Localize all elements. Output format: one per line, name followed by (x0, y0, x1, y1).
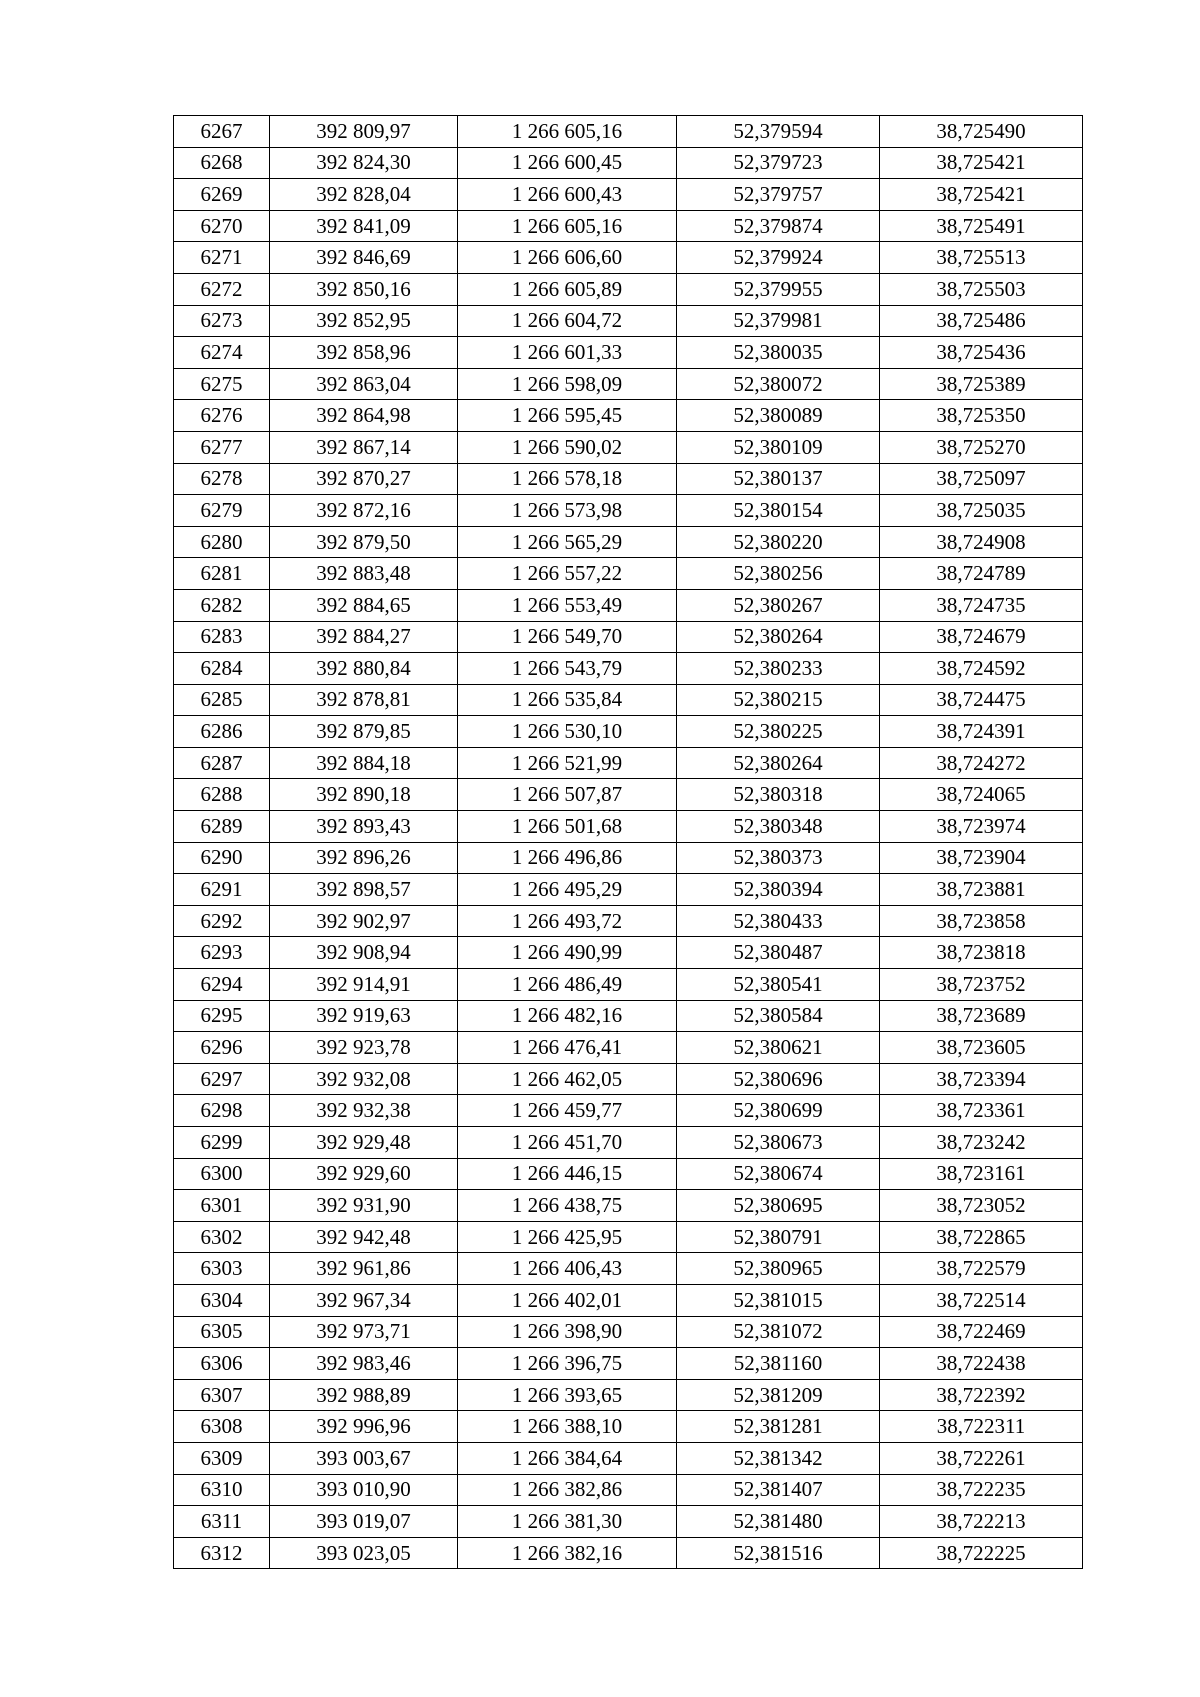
latitude-cell: 52,381015 (677, 1284, 880, 1316)
latitude-cell: 52,380673 (677, 1127, 880, 1159)
y-coordinate-cell: 1 266 549,70 (458, 621, 677, 653)
longitude-cell: 38,724735 (880, 589, 1083, 621)
table-row (174, 1253, 1083, 1285)
point-number-cell: 6284 (174, 653, 270, 685)
latitude-cell: 52,380089 (677, 400, 880, 432)
longitude-cell: 38,725389 (880, 368, 1083, 400)
point-number-cell: 6286 (174, 716, 270, 748)
latitude-cell: 52,380487 (677, 937, 880, 969)
longitude-cell: 38,722213 (880, 1506, 1083, 1538)
y-coordinate-cell: 1 266 553,49 (458, 589, 677, 621)
point-number-cell: 6304 (174, 1284, 270, 1316)
latitude-cell: 52,381480 (677, 1506, 880, 1538)
x-coordinate-cell: 392 961,86 (270, 1253, 458, 1285)
latitude-cell: 52,380674 (677, 1158, 880, 1190)
latitude-cell: 52,380264 (677, 621, 880, 653)
longitude-cell: 38,725490 (880, 116, 1083, 148)
point-number-cell: 6269 (174, 179, 270, 211)
latitude-cell: 52,380541 (677, 969, 880, 1001)
table-row (174, 1000, 1083, 1032)
table-row (174, 1379, 1083, 1411)
y-coordinate-cell: 1 266 482,16 (458, 1000, 677, 1032)
latitude-cell: 52,380584 (677, 1000, 880, 1032)
x-coordinate-cell: 393 019,07 (270, 1506, 458, 1538)
x-coordinate-cell: 392 896,26 (270, 842, 458, 874)
longitude-cell: 38,724679 (880, 621, 1083, 653)
longitude-cell: 38,723605 (880, 1032, 1083, 1064)
latitude-cell: 52,380035 (677, 337, 880, 369)
y-coordinate-cell: 1 266 507,87 (458, 779, 677, 811)
latitude-cell: 52,379594 (677, 116, 880, 148)
x-coordinate-cell: 392 884,27 (270, 621, 458, 653)
table-row (174, 305, 1083, 337)
table-row (174, 337, 1083, 369)
x-coordinate-cell: 392 890,18 (270, 779, 458, 811)
x-coordinate-cell: 392 828,04 (270, 179, 458, 211)
x-coordinate-cell: 392 863,04 (270, 368, 458, 400)
point-number-cell: 6296 (174, 1032, 270, 1064)
x-coordinate-cell: 392 908,94 (270, 937, 458, 969)
longitude-cell: 38,723858 (880, 905, 1083, 937)
x-coordinate-cell: 392 867,14 (270, 431, 458, 463)
point-number-cell: 6305 (174, 1316, 270, 1348)
table-row (174, 273, 1083, 305)
x-coordinate-cell: 392 923,78 (270, 1032, 458, 1064)
latitude-cell: 52,380348 (677, 811, 880, 843)
latitude-cell: 52,380256 (677, 558, 880, 590)
x-coordinate-cell: 392 929,48 (270, 1127, 458, 1159)
point-number-cell: 6278 (174, 463, 270, 495)
point-number-cell: 6288 (174, 779, 270, 811)
longitude-cell: 38,725491 (880, 210, 1083, 242)
point-number-cell: 6275 (174, 368, 270, 400)
point-number-cell: 6290 (174, 842, 270, 874)
y-coordinate-cell: 1 266 486,49 (458, 969, 677, 1001)
latitude-cell: 52,380318 (677, 779, 880, 811)
y-coordinate-cell: 1 266 490,99 (458, 937, 677, 969)
x-coordinate-cell: 392 880,84 (270, 653, 458, 685)
y-coordinate-cell: 1 266 543,79 (458, 653, 677, 685)
table-row (174, 1221, 1083, 1253)
longitude-cell: 38,725486 (880, 305, 1083, 337)
table-row (174, 1316, 1083, 1348)
x-coordinate-cell: 392 846,69 (270, 242, 458, 274)
longitude-cell: 38,724592 (880, 653, 1083, 685)
longitude-cell: 38,723161 (880, 1158, 1083, 1190)
latitude-cell: 52,381072 (677, 1316, 880, 1348)
x-coordinate-cell: 392 988,89 (270, 1379, 458, 1411)
table-row (174, 1032, 1083, 1064)
x-coordinate-cell: 392 929,60 (270, 1158, 458, 1190)
y-coordinate-cell: 1 266 600,45 (458, 147, 677, 179)
table-row (174, 463, 1083, 495)
longitude-cell: 38,724272 (880, 747, 1083, 779)
longitude-cell: 38,722469 (880, 1316, 1083, 1348)
x-coordinate-cell: 392 932,38 (270, 1095, 458, 1127)
table-row (174, 874, 1083, 906)
latitude-cell: 52,381516 (677, 1537, 880, 1569)
table-row (174, 1411, 1083, 1443)
y-coordinate-cell: 1 266 398,90 (458, 1316, 677, 1348)
latitude-cell: 52,381160 (677, 1348, 880, 1380)
y-coordinate-cell: 1 266 565,29 (458, 526, 677, 558)
point-number-cell: 6293 (174, 937, 270, 969)
latitude-cell: 52,381209 (677, 1379, 880, 1411)
point-number-cell: 6289 (174, 811, 270, 843)
longitude-cell: 38,725436 (880, 337, 1083, 369)
point-number-cell: 6287 (174, 747, 270, 779)
x-coordinate-cell: 392 914,91 (270, 969, 458, 1001)
point-number-cell: 6279 (174, 495, 270, 527)
latitude-cell: 52,379874 (677, 210, 880, 242)
x-coordinate-cell: 392 879,50 (270, 526, 458, 558)
longitude-cell: 38,722392 (880, 1379, 1083, 1411)
longitude-cell: 38,725503 (880, 273, 1083, 305)
x-coordinate-cell: 392 898,57 (270, 874, 458, 906)
x-coordinate-cell: 392 884,65 (270, 589, 458, 621)
table-row (174, 716, 1083, 748)
y-coordinate-cell: 1 266 573,98 (458, 495, 677, 527)
y-coordinate-cell: 1 266 459,77 (458, 1095, 677, 1127)
longitude-cell: 38,722261 (880, 1442, 1083, 1474)
longitude-cell: 38,723881 (880, 874, 1083, 906)
latitude-cell: 52,380154 (677, 495, 880, 527)
point-number-cell: 6281 (174, 558, 270, 590)
point-number-cell: 6310 (174, 1474, 270, 1506)
x-coordinate-cell: 392 996,96 (270, 1411, 458, 1443)
y-coordinate-cell: 1 266 382,16 (458, 1537, 677, 1569)
table-row (174, 589, 1083, 621)
point-number-cell: 6270 (174, 210, 270, 242)
y-coordinate-cell: 1 266 535,84 (458, 684, 677, 716)
point-number-cell: 6267 (174, 116, 270, 148)
point-number-cell: 6303 (174, 1253, 270, 1285)
table-row (174, 937, 1083, 969)
point-number-cell: 6299 (174, 1127, 270, 1159)
point-number-cell: 6292 (174, 905, 270, 937)
y-coordinate-cell: 1 266 521,99 (458, 747, 677, 779)
longitude-cell: 38,725513 (880, 242, 1083, 274)
table-row (174, 147, 1083, 179)
x-coordinate-cell: 392 931,90 (270, 1190, 458, 1222)
latitude-cell: 52,381342 (677, 1442, 880, 1474)
table-row (174, 621, 1083, 653)
table-row (174, 1442, 1083, 1474)
point-number-cell: 6285 (174, 684, 270, 716)
point-number-cell: 6295 (174, 1000, 270, 1032)
y-coordinate-cell: 1 266 606,60 (458, 242, 677, 274)
coordinates-table (173, 115, 1083, 1569)
y-coordinate-cell: 1 266 578,18 (458, 463, 677, 495)
point-number-cell: 6272 (174, 273, 270, 305)
x-coordinate-cell: 392 902,97 (270, 905, 458, 937)
y-coordinate-cell: 1 266 595,45 (458, 400, 677, 432)
longitude-cell: 38,722235 (880, 1474, 1083, 1506)
point-number-cell: 6276 (174, 400, 270, 432)
point-number-cell: 6302 (174, 1221, 270, 1253)
longitude-cell: 38,724065 (880, 779, 1083, 811)
latitude-cell: 52,380696 (677, 1063, 880, 1095)
x-coordinate-cell: 392 893,43 (270, 811, 458, 843)
point-number-cell: 6300 (174, 1158, 270, 1190)
point-number-cell: 6271 (174, 242, 270, 274)
y-coordinate-cell: 1 266 493,72 (458, 905, 677, 937)
y-coordinate-cell: 1 266 381,30 (458, 1506, 677, 1538)
latitude-cell: 52,380072 (677, 368, 880, 400)
longitude-cell: 38,722225 (880, 1537, 1083, 1569)
y-coordinate-cell: 1 266 601,33 (458, 337, 677, 369)
y-coordinate-cell: 1 266 476,41 (458, 1032, 677, 1064)
x-coordinate-cell: 392 942,48 (270, 1221, 458, 1253)
table-row (174, 1063, 1083, 1095)
point-number-cell: 6280 (174, 526, 270, 558)
x-coordinate-cell: 392 967,34 (270, 1284, 458, 1316)
table-row (174, 905, 1083, 937)
latitude-cell: 52,380699 (677, 1095, 880, 1127)
x-coordinate-cell: 392 983,46 (270, 1348, 458, 1380)
latitude-cell: 52,380233 (677, 653, 880, 685)
x-coordinate-cell: 392 858,96 (270, 337, 458, 369)
point-number-cell: 6301 (174, 1190, 270, 1222)
longitude-cell: 38,725421 (880, 179, 1083, 211)
point-number-cell: 6311 (174, 1506, 270, 1538)
point-number-cell: 6277 (174, 431, 270, 463)
table-row (174, 1158, 1083, 1190)
x-coordinate-cell: 393 023,05 (270, 1537, 458, 1569)
latitude-cell: 52,380695 (677, 1190, 880, 1222)
y-coordinate-cell: 1 266 496,86 (458, 842, 677, 874)
table-row (174, 1506, 1083, 1538)
table-row (174, 1127, 1083, 1159)
x-coordinate-cell: 392 870,27 (270, 463, 458, 495)
table-row (174, 779, 1083, 811)
y-coordinate-cell: 1 266 462,05 (458, 1063, 677, 1095)
table-row (174, 116, 1083, 148)
table-row (174, 1348, 1083, 1380)
longitude-cell: 38,725097 (880, 463, 1083, 495)
point-number-cell: 6291 (174, 874, 270, 906)
longitude-cell: 38,725035 (880, 495, 1083, 527)
y-coordinate-cell: 1 266 605,16 (458, 210, 677, 242)
table-row (174, 684, 1083, 716)
longitude-cell: 38,723361 (880, 1095, 1083, 1127)
point-number-cell: 6294 (174, 969, 270, 1001)
y-coordinate-cell: 1 266 598,09 (458, 368, 677, 400)
table-row (174, 242, 1083, 274)
x-coordinate-cell: 392 864,98 (270, 400, 458, 432)
y-coordinate-cell: 1 266 438,75 (458, 1190, 677, 1222)
longitude-cell: 38,722438 (880, 1348, 1083, 1380)
point-number-cell: 6298 (174, 1095, 270, 1127)
x-coordinate-cell: 392 878,81 (270, 684, 458, 716)
latitude-cell: 52,379955 (677, 273, 880, 305)
table-row (174, 1537, 1083, 1569)
longitude-cell: 38,725270 (880, 431, 1083, 463)
latitude-cell: 52,380225 (677, 716, 880, 748)
table-row (174, 526, 1083, 558)
longitude-cell: 38,722865 (880, 1221, 1083, 1253)
x-coordinate-cell: 393 003,67 (270, 1442, 458, 1474)
latitude-cell: 52,380621 (677, 1032, 880, 1064)
longitude-cell: 38,723394 (880, 1063, 1083, 1095)
y-coordinate-cell: 1 266 604,72 (458, 305, 677, 337)
y-coordinate-cell: 1 266 382,86 (458, 1474, 677, 1506)
x-coordinate-cell: 392 919,63 (270, 1000, 458, 1032)
y-coordinate-cell: 1 266 495,29 (458, 874, 677, 906)
point-number-cell: 6273 (174, 305, 270, 337)
longitude-cell: 38,725350 (880, 400, 1083, 432)
latitude-cell: 52,379723 (677, 147, 880, 179)
table-row (174, 210, 1083, 242)
y-coordinate-cell: 1 266 605,16 (458, 116, 677, 148)
x-coordinate-cell: 392 809,97 (270, 116, 458, 148)
y-coordinate-cell: 1 266 600,43 (458, 179, 677, 211)
latitude-cell: 52,380220 (677, 526, 880, 558)
table-row (174, 1474, 1083, 1506)
y-coordinate-cell: 1 266 396,75 (458, 1348, 677, 1380)
longitude-cell: 38,723689 (880, 1000, 1083, 1032)
latitude-cell: 52,381407 (677, 1474, 880, 1506)
x-coordinate-cell: 392 841,09 (270, 210, 458, 242)
table-row (174, 558, 1083, 590)
latitude-cell: 52,380109 (677, 431, 880, 463)
longitude-cell: 38,724908 (880, 526, 1083, 558)
x-coordinate-cell: 392 883,48 (270, 558, 458, 590)
longitude-cell: 38,722311 (880, 1411, 1083, 1443)
y-coordinate-cell: 1 266 557,22 (458, 558, 677, 590)
point-number-cell: 6306 (174, 1348, 270, 1380)
y-coordinate-cell: 1 266 446,15 (458, 1158, 677, 1190)
longitude-cell: 38,724391 (880, 716, 1083, 748)
latitude-cell: 52,380791 (677, 1221, 880, 1253)
latitude-cell: 52,380394 (677, 874, 880, 906)
point-number-cell: 6274 (174, 337, 270, 369)
y-coordinate-cell: 1 266 451,70 (458, 1127, 677, 1159)
point-number-cell: 6297 (174, 1063, 270, 1095)
x-coordinate-cell: 392 932,08 (270, 1063, 458, 1095)
point-number-cell: 6309 (174, 1442, 270, 1474)
longitude-cell: 38,724789 (880, 558, 1083, 590)
longitude-cell: 38,723752 (880, 969, 1083, 1001)
point-number-cell: 6282 (174, 589, 270, 621)
y-coordinate-cell: 1 266 590,02 (458, 431, 677, 463)
latitude-cell: 52,380264 (677, 747, 880, 779)
point-number-cell: 6312 (174, 1537, 270, 1569)
latitude-cell: 52,380137 (677, 463, 880, 495)
x-coordinate-cell: 392 884,18 (270, 747, 458, 779)
latitude-cell: 52,379924 (677, 242, 880, 274)
x-coordinate-cell: 392 879,85 (270, 716, 458, 748)
latitude-cell: 52,379757 (677, 179, 880, 211)
latitude-cell: 52,381281 (677, 1411, 880, 1443)
longitude-cell: 38,723818 (880, 937, 1083, 969)
y-coordinate-cell: 1 266 501,68 (458, 811, 677, 843)
x-coordinate-cell: 393 010,90 (270, 1474, 458, 1506)
x-coordinate-cell: 392 973,71 (270, 1316, 458, 1348)
table-row (174, 1284, 1083, 1316)
y-coordinate-cell: 1 266 384,64 (458, 1442, 677, 1474)
y-coordinate-cell: 1 266 393,65 (458, 1379, 677, 1411)
latitude-cell: 52,380965 (677, 1253, 880, 1285)
latitude-cell: 52,380373 (677, 842, 880, 874)
longitude-cell: 38,722579 (880, 1253, 1083, 1285)
point-number-cell: 6308 (174, 1411, 270, 1443)
coordinates-table-body (174, 116, 1083, 1569)
table-row (174, 747, 1083, 779)
x-coordinate-cell: 392 850,16 (270, 273, 458, 305)
table-row (174, 1190, 1083, 1222)
latitude-cell: 52,380433 (677, 905, 880, 937)
table-row (174, 653, 1083, 685)
y-coordinate-cell: 1 266 605,89 (458, 273, 677, 305)
x-coordinate-cell: 392 872,16 (270, 495, 458, 527)
longitude-cell: 38,723052 (880, 1190, 1083, 1222)
longitude-cell: 38,723974 (880, 811, 1083, 843)
table-row (174, 811, 1083, 843)
x-coordinate-cell: 392 852,95 (270, 305, 458, 337)
y-coordinate-cell: 1 266 388,10 (458, 1411, 677, 1443)
y-coordinate-cell: 1 266 406,43 (458, 1253, 677, 1285)
longitude-cell: 38,724475 (880, 684, 1083, 716)
table-row (174, 842, 1083, 874)
latitude-cell: 52,379981 (677, 305, 880, 337)
y-coordinate-cell: 1 266 402,01 (458, 1284, 677, 1316)
point-number-cell: 6268 (174, 147, 270, 179)
longitude-cell: 38,723242 (880, 1127, 1083, 1159)
table-row (174, 1095, 1083, 1127)
y-coordinate-cell: 1 266 425,95 (458, 1221, 677, 1253)
point-number-cell: 6283 (174, 621, 270, 653)
table-row (174, 495, 1083, 527)
table-row (174, 400, 1083, 432)
table-row (174, 969, 1083, 1001)
table-row (174, 368, 1083, 400)
point-number-cell: 6307 (174, 1379, 270, 1411)
table-row (174, 431, 1083, 463)
longitude-cell: 38,725421 (880, 147, 1083, 179)
x-coordinate-cell: 392 824,30 (270, 147, 458, 179)
longitude-cell: 38,722514 (880, 1284, 1083, 1316)
table-row (174, 179, 1083, 211)
latitude-cell: 52,380267 (677, 589, 880, 621)
longitude-cell: 38,723904 (880, 842, 1083, 874)
latitude-cell: 52,380215 (677, 684, 880, 716)
y-coordinate-cell: 1 266 530,10 (458, 716, 677, 748)
